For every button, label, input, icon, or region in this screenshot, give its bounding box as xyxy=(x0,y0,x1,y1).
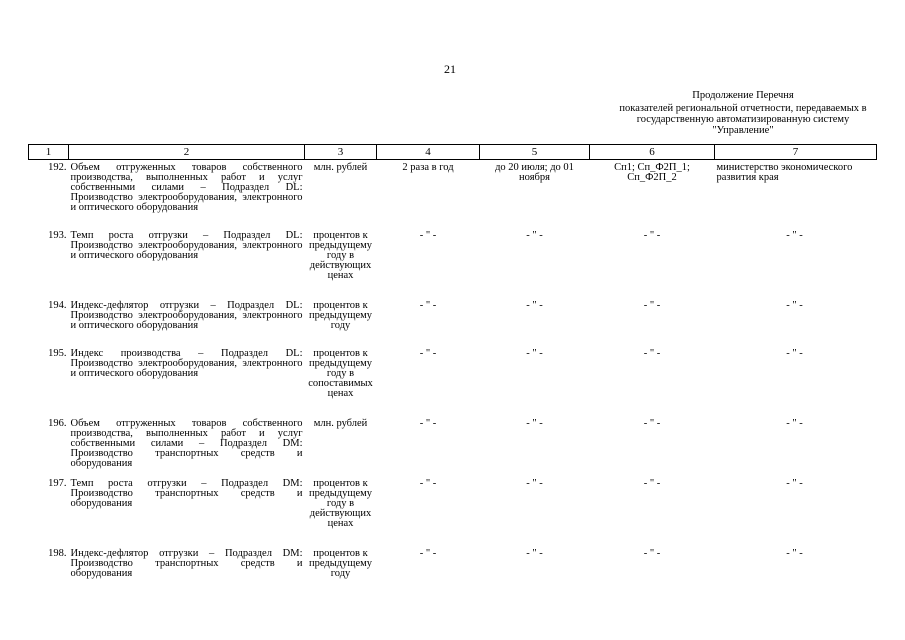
column-header: 7 xyxy=(715,145,877,160)
periodicity: 2 раза в год xyxy=(402,162,454,173)
unit: процентов к предыдущему году в действующих ценах xyxy=(308,477,373,529)
table-row xyxy=(29,228,877,298)
table-row xyxy=(29,416,877,476)
responsible-org: - " - xyxy=(786,229,803,241)
unit: процентов к предыдущему году в действующих ценах xyxy=(308,229,373,281)
heading-title: Продолжение Перечня xyxy=(692,90,794,101)
indicator-name: Объем отгруженных товаров собственного производства, выполненных работ и услуг собственными силами – Подраздел DM: Производство транспортных средств и оборудования xyxy=(70,417,303,469)
indicator-name: Объем отгруженных товаров собственного производства, выполненных работ и услуг собственными силами – Подраздел DL: Производство электрооборудования, электронного и оптического оборудования xyxy=(70,162,303,213)
indicators-table xyxy=(28,144,877,592)
column-header: 2 xyxy=(69,145,305,160)
report-form: - " - xyxy=(643,299,661,311)
deadline: - " - xyxy=(526,229,543,241)
responsible-org: - " - xyxy=(786,347,803,359)
periodicity: - " - xyxy=(419,347,437,359)
unit: процентов к предыдущему году в сопоставимых ценах xyxy=(308,347,373,399)
row-number: 196. xyxy=(48,417,67,429)
row-number: 197. xyxy=(48,477,67,489)
indicator-name: Индекс производства – Подраздел DL: Производство электрооборудования, электронного и оптического оборудования xyxy=(70,347,303,379)
deadline: - " - xyxy=(526,547,543,559)
periodicity: - " - xyxy=(419,477,437,489)
indicator-name: Индекс-дефлятор отгрузки – Подраздел DM: Производство транспортных средств и оборудования xyxy=(70,547,303,579)
indicator-name: Темп роста отгрузки – Подраздел DM: Производство транспортных средств и оборудования xyxy=(70,477,303,509)
table-row xyxy=(29,546,877,592)
periodicity: - " - xyxy=(419,417,437,429)
deadline: - " - xyxy=(526,477,543,489)
column-header: 3 xyxy=(305,145,377,160)
unit: млн. рублей xyxy=(313,162,368,173)
unit: процентов к предыдущему году xyxy=(308,299,373,331)
row-number: 193. xyxy=(48,229,67,241)
deadline: - " - xyxy=(526,417,543,429)
column-header: 5 xyxy=(480,145,590,160)
deadline: - " - xyxy=(526,299,543,311)
column-header-row xyxy=(29,145,877,160)
table-row xyxy=(29,298,877,346)
report-form: - " - xyxy=(643,477,661,489)
responsible-org: - " - xyxy=(786,547,803,559)
page-number: 21 xyxy=(444,62,456,76)
table-row xyxy=(29,160,877,228)
table-row xyxy=(29,346,877,416)
unit: млн. рублей xyxy=(313,417,368,429)
periodicity: - " - xyxy=(419,229,437,241)
responsible-org: - " - xyxy=(786,299,803,311)
document-heading xyxy=(612,90,874,136)
periodicity: - " - xyxy=(419,299,437,311)
column-header: 1 xyxy=(29,145,69,160)
row-number: 194. xyxy=(48,299,67,311)
column-header: 4 xyxy=(377,145,480,160)
responsible-org: - " - xyxy=(786,477,803,489)
report-form: - " - xyxy=(643,229,661,241)
heading-subtitle: показателей региональной отчетности, передаваемых в государственную автоматизированную систему "Управление" xyxy=(619,103,867,136)
row-number: 198. xyxy=(48,547,67,559)
unit: процентов к предыдущему году xyxy=(308,547,373,579)
responsible-org: - " - xyxy=(786,417,803,429)
report-form: - " - xyxy=(643,547,661,559)
report-form: Сп1; Сп_Ф2П_1; Сп_Ф2П_2 xyxy=(614,162,690,183)
column-header: 6 xyxy=(590,145,715,160)
row-number: 195. xyxy=(48,347,67,359)
deadline: - " - xyxy=(526,347,543,359)
table-row xyxy=(29,476,877,546)
report-form: - " - xyxy=(643,347,661,359)
responsible-org: министерство экономического развития края xyxy=(716,162,853,183)
indicator-name: Индекс-дефлятор отгрузки – Подраздел DL: Производство электрооборудования, электронного и оптического оборудования xyxy=(70,299,303,331)
indicator-name: Темп роста отгрузки – Подраздел DL: Производство электрооборудования, электронного и оптического оборудования xyxy=(70,229,303,261)
report-form: - " - xyxy=(643,417,661,429)
row-number: 192. xyxy=(48,162,67,173)
deadline: до 20 июля; до 01 ноября xyxy=(495,162,574,183)
periodicity: - " - xyxy=(419,547,437,559)
